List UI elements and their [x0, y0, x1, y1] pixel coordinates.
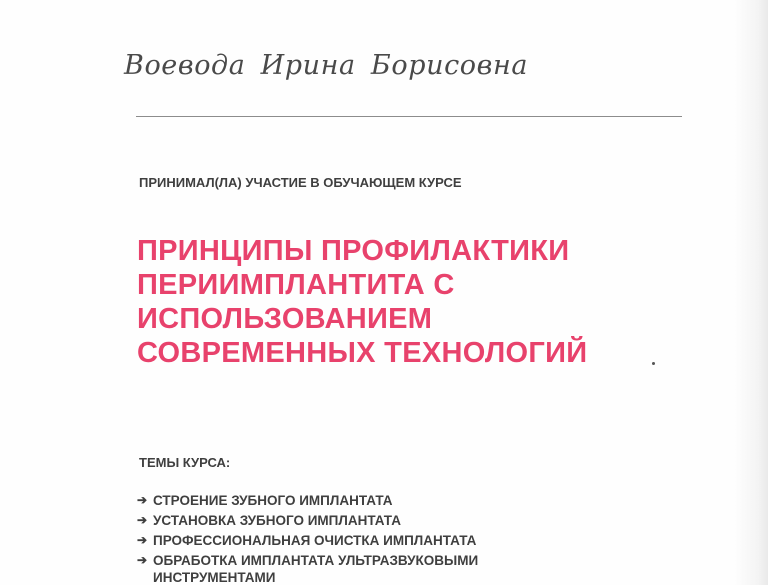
- participation-statement: ПРИНИМАЛ(ЛА) УЧАСТИЕ В ОБУЧАЮЩЕМ КУРСЕ: [139, 175, 462, 190]
- course-title: [137, 234, 587, 370]
- arrow-right-icon: ➔: [137, 533, 148, 547]
- topics-heading: ТЕМЫ КУРСА:: [139, 455, 231, 470]
- course-title-line: СОВРЕМЕННЫХ ТЕХНОЛОГИЙ: [137, 337, 588, 369]
- course-title-line: ПРИНЦИПЫ ПРОФИЛАКТИКИ: [137, 235, 570, 267]
- topic-text: СТРОЕНИЕ ЗУБНОГО ИМПЛАНТАТА: [153, 493, 393, 508]
- stray-dot-mark: [652, 362, 655, 365]
- course-title-line: ИСПОЛЬЗОВАНИЕМ: [137, 303, 433, 335]
- topic-text: УСТАНОВКА ЗУБНОГО ИМПЛАНТАТА: [153, 513, 401, 528]
- recipient-name: Воевода Ирина Борисовна: [124, 50, 529, 81]
- arrow-right-icon: ➔: [137, 513, 148, 527]
- topic-item: [137, 512, 583, 532]
- page-edge-shadow: [734, 0, 768, 585]
- topic-item: [137, 552, 583, 585]
- arrow-right-icon: ➔: [137, 493, 148, 507]
- topic-text: ПРОФЕССИОНАЛЬНАЯ ОЧИСТКА ИМПЛАНТАТА: [153, 533, 477, 548]
- course-title-line: ПЕРИИМПЛАНТИТА С: [137, 269, 455, 301]
- topics-list: [137, 492, 583, 585]
- topic-item: [137, 492, 583, 512]
- arrow-right-icon: ➔: [137, 553, 148, 567]
- topic-item: [137, 532, 583, 552]
- topic-text: ОБРАБОТКА ИМПЛАНТАТА УЛЬТРАЗВУКОВЫМИ ИНСТРУМЕНТАМИ: [153, 553, 479, 585]
- name-underline: [136, 116, 682, 117]
